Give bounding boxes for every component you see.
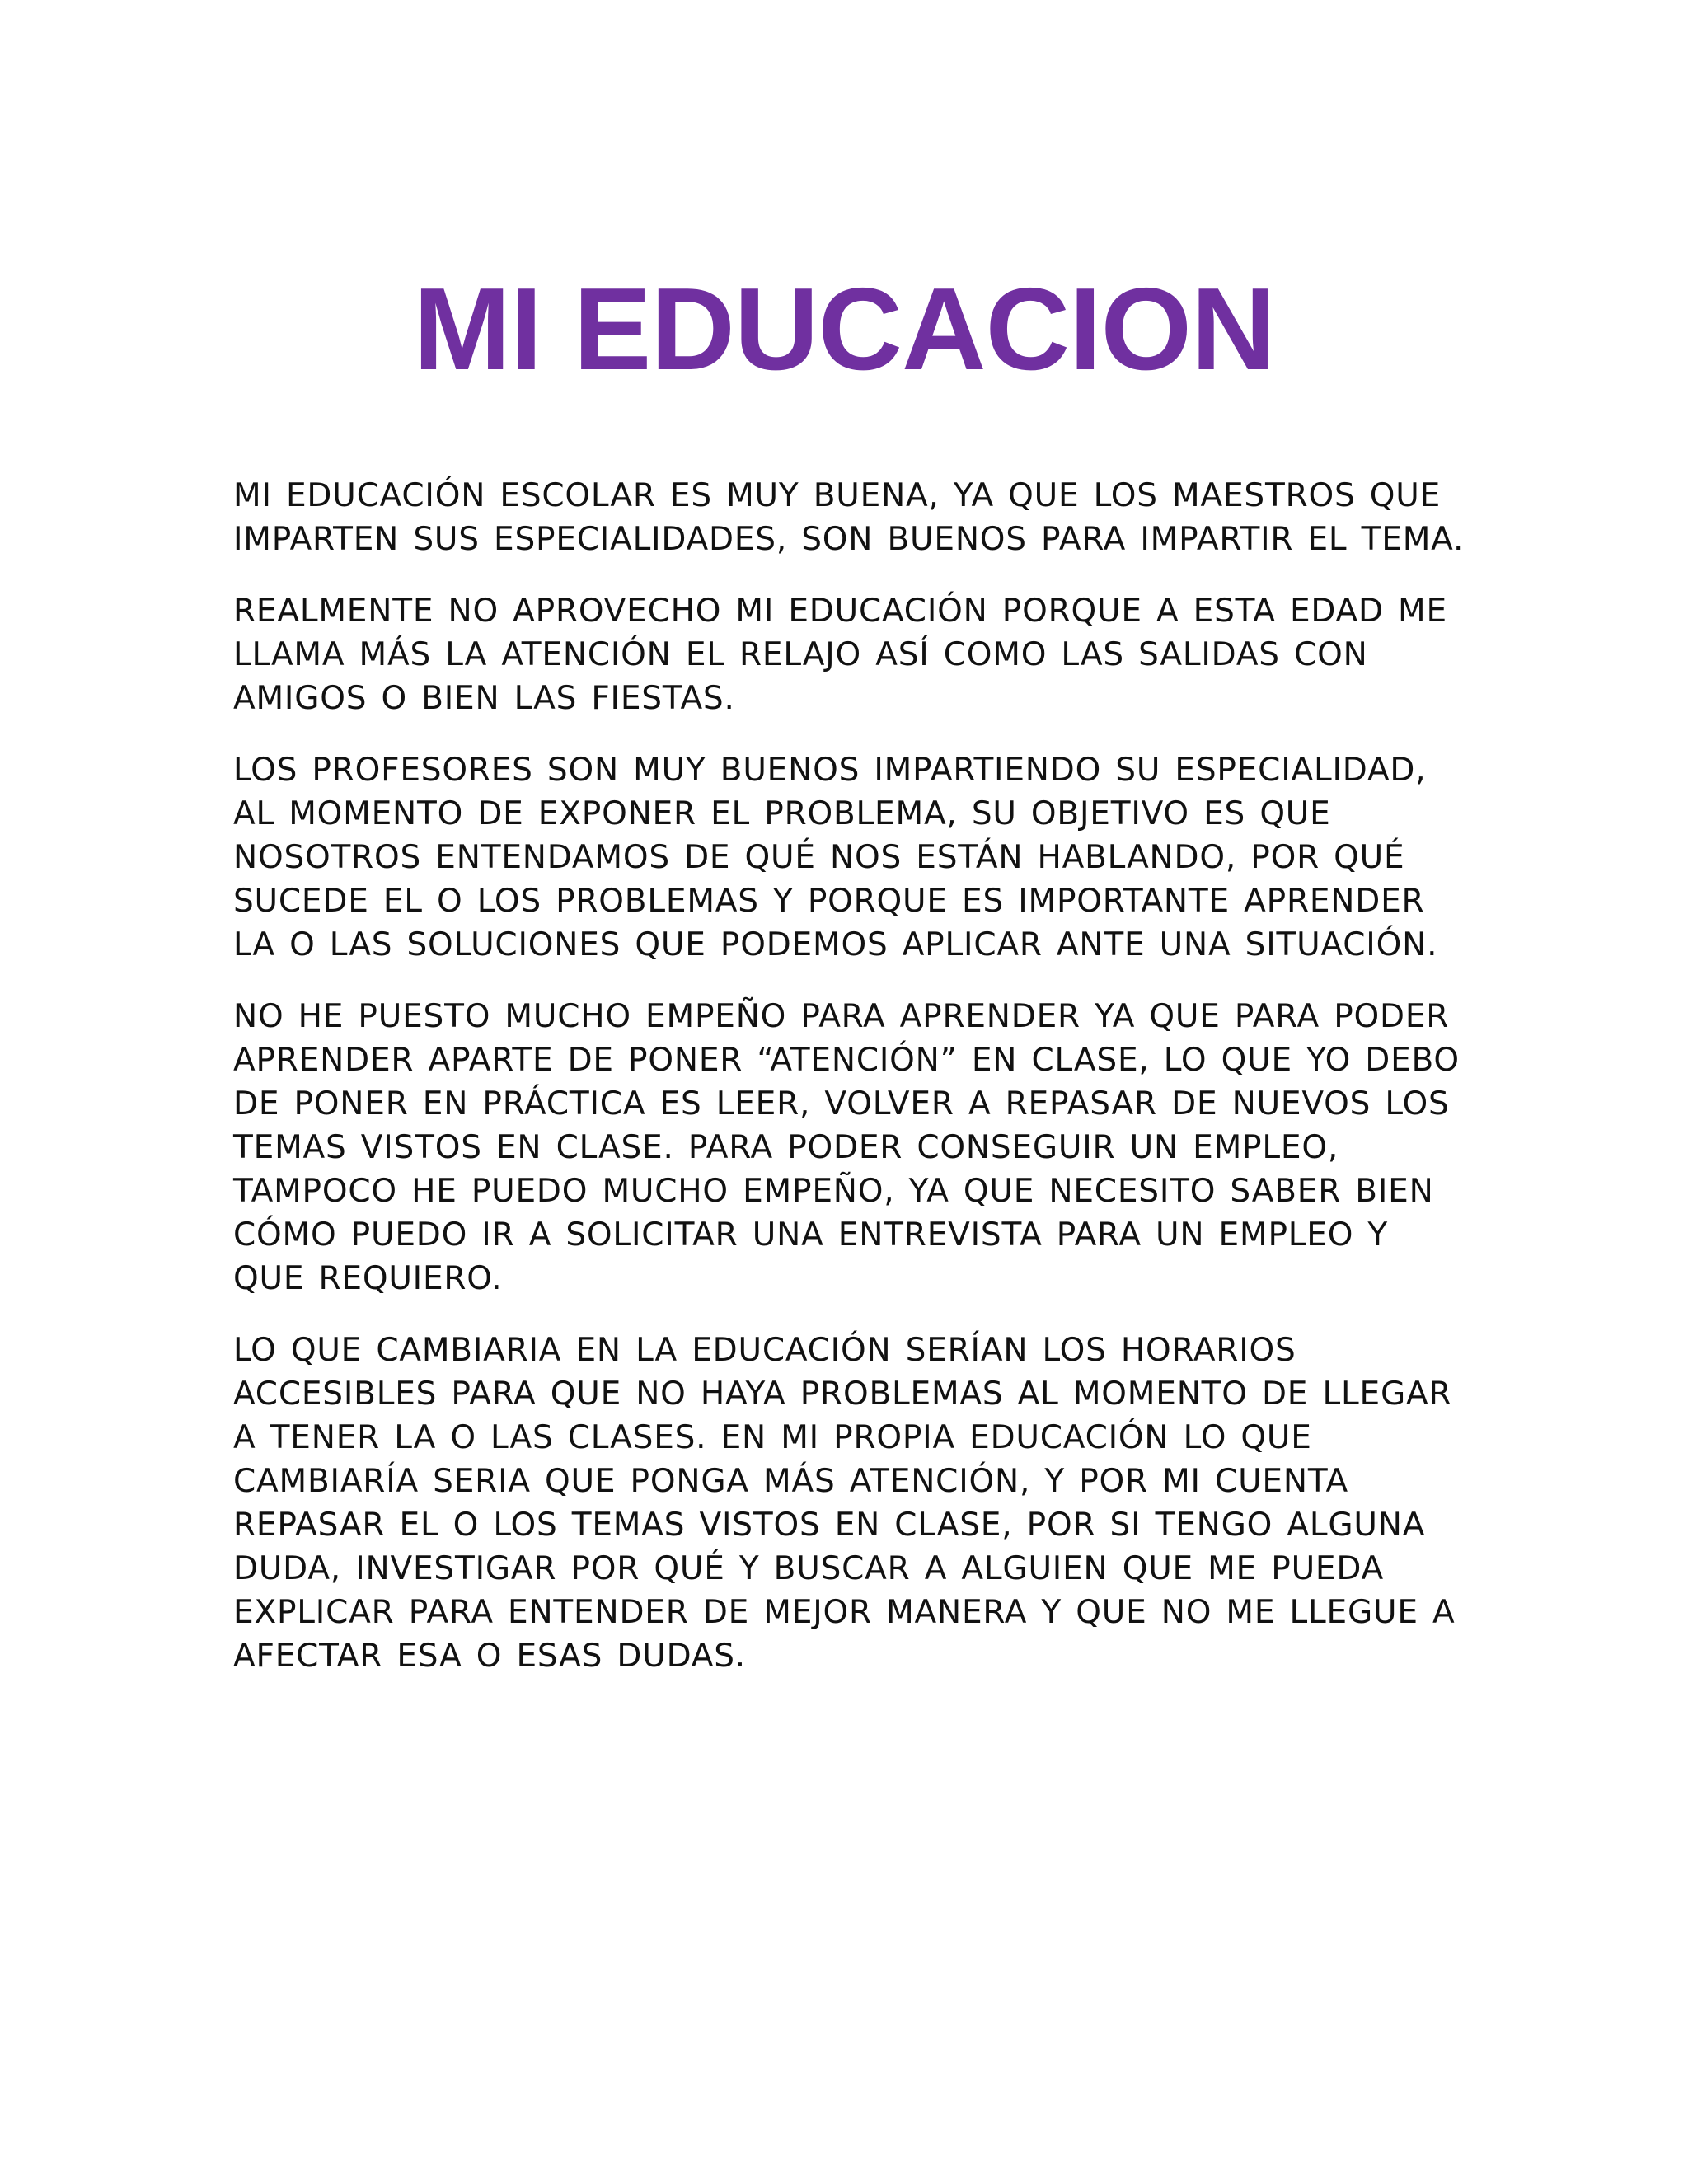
- paragraph: NO HE PUESTO MUCHO EMPEÑO PARA APRENDER YA QUE PARA PODER APRENDER APARTE DE PONER “ATENCIÓN” EN CLASE, LO QUE YO DEBO DE PONER EN PRÁCTICA ES LEER, VOLVER A REPASAR DE NUEVOS LOS TEMAS VISTOS EN CLASE. PARA PODER CONSEGUIR UN EMPLEO, TAMPOCO HE PUEDO MUCHO EMPEÑO, YA QUE NECESITO SABER BIEN CÓMO PUEDO IR A SOLICITAR UNA ENTREVISTA PARA UN EMPLEO Y QUE REQUIERO.: [233, 998, 1460, 1297]
- paragraph: REALMENTE NO APROVECHO MI EDUCACIÓN PORQUE A ESTA EDAD ME LLAMA MÁS LA ATENCIÓN EL RELAJO ASÍ COMO LAS SALIDAS CON AMIGOS O BIEN LAS FIESTAS.: [233, 593, 1447, 717]
- paragraph: LO QUE CAMBIARIA EN LA EDUCACIÓN SERÍAN LOS HORARIOS ACCESIBLES PARA QUE NO HAYA PROBLEMAS AL MOMENTO DE LLEGAR A TENER LA O LAS CLASES. EN MI PROPIA EDUCACIÓN LO QUE CAMBIARÍA SERIA QUE PONGA MÁS ATENCIÓN, Y POR MI CUENTA REPASAR EL O LOS TEMAS VISTOS EN CLASE, POR SI TENGO ALGUNA DUDA, INVESTIGAR POR QUÉ Y BUSCAR A ALGUIEN QUE ME PUEDA EXPLICAR PARA ENTENDER DE MEJOR MANERA Y QUE NO ME LLEGUE A AFECTAR ESA O ESAS DUDAS.: [233, 1332, 1456, 1675]
- page-title: MI EDUCACION: [413, 264, 1275, 395]
- paragraph: LOS PROFESORES SON MUY BUENOS IMPARTIENDO SU ESPECIALIDAD, AL MOMENTO DE EXPONER EL PROBLEMA, SU OBJETIVO ES QUE NOSOTROS ENTENDAMOS DE QUÉ NOS ESTÁN HABLANDO, POR QUÉ SUCEDE EL O LOS PROBLEMAS Y PORQUE ES IMPORTANTE APRENDER LA O LAS SOLUCIONES QUE PODEMOS APLICAR ANTE UNA SITUACIÓN.: [233, 752, 1438, 963]
- document-body: [233, 474, 1470, 1706]
- paragraph: MI EDUCACIÓN ESCOLAR ES MUY BUENA, YA QUE LOS MAESTROS QUE IMPARTEN SUS ESPECIALIDADES, SON BUENOS PARA IMPARTIR EL TEMA.: [233, 477, 1465, 558]
